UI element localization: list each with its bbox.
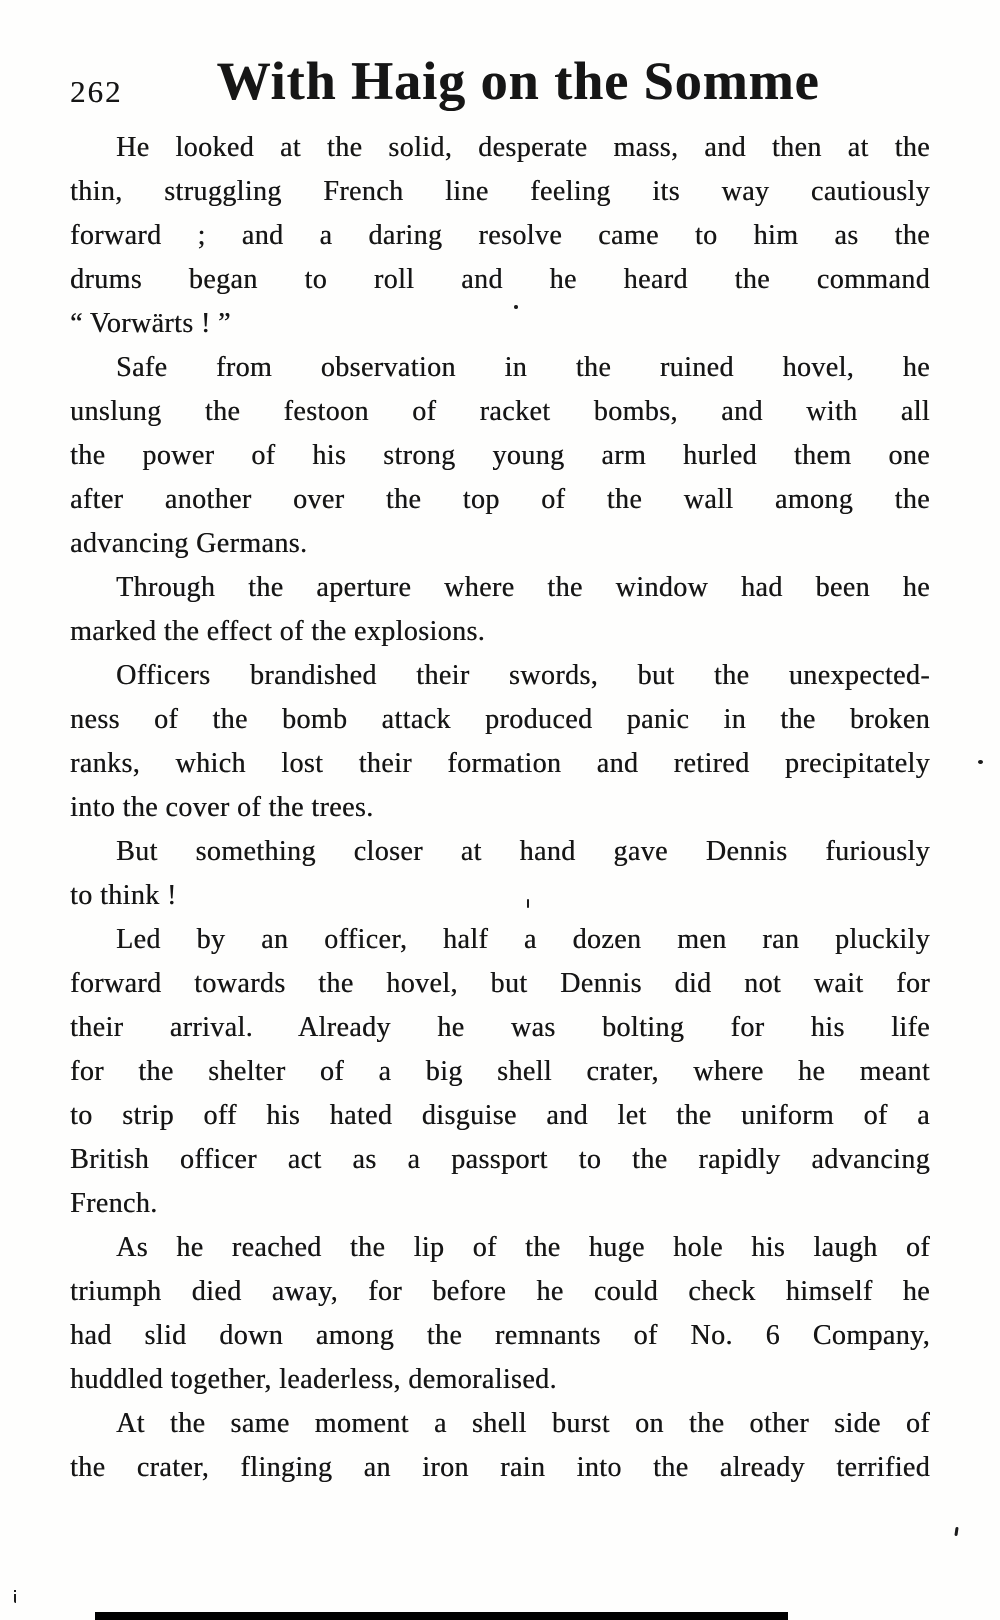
- text-line: ranks, which lost their formation and retired precipitately: [70, 748, 930, 779]
- page-number: 262: [70, 74, 123, 109]
- text-line: But something closer at hand gave Dennis furiously: [116, 836, 930, 867]
- text-line: drums began to roll and he heard the command: [70, 264, 930, 295]
- ink-speck: [527, 899, 529, 908]
- text-line: into the cover of the trees.: [70, 792, 374, 823]
- text-line: ness of the bomb attack produced panic in the broken: [70, 704, 930, 735]
- text-line: forward towards the hovel, but Dennis did not wait for: [70, 968, 930, 999]
- text-line: marked the effect of the explosions.: [70, 616, 486, 647]
- ink-mark: [11, 1590, 19, 1604]
- text-line: forward ; and a daring resolve came to him as the: [70, 220, 930, 251]
- ink-speck: [954, 1527, 958, 1536]
- text-line: huddled together, leaderless, demoralised.: [70, 1364, 557, 1395]
- text-line: Led by an officer, half a dozen men ran pluckily: [116, 924, 930, 955]
- text-line: after another over the top of the wall among the: [70, 484, 930, 515]
- scan-edge-bar: [95, 1612, 788, 1620]
- text-line: Through the aperture where the window had been he: [116, 572, 930, 603]
- text-line: their arrival. Already he was bolting for his life: [70, 1012, 930, 1043]
- text-line: “ Vorwärts ! ”: [70, 308, 231, 339]
- text-line: unslung the festoon of racket bombs, and with all: [70, 396, 930, 427]
- paragraph: [70, 126, 930, 346]
- text-line: the power of his strong young arm hurled them one: [70, 440, 930, 471]
- ink-speck: [978, 760, 983, 764]
- paragraph: [70, 1226, 930, 1402]
- text-line: advancing Germans.: [70, 528, 308, 559]
- text-line: He looked at the solid, desperate mass, and then at the: [116, 132, 930, 163]
- text-line: the crater, flinging an iron rain into the already terrified: [70, 1452, 930, 1483]
- text-line: thin, struggling French line feeling its way cautiously: [70, 176, 930, 207]
- text-line: had slid down among the remnants of No. 6 Company,: [70, 1320, 930, 1351]
- paragraph: [70, 1402, 930, 1490]
- text-line: Safe from observation in the ruined hovel, he: [116, 352, 930, 383]
- body-text: [70, 126, 930, 1490]
- paragraph: [70, 654, 930, 830]
- text-line: As he reached the lip of the huge hole his laugh of: [116, 1232, 930, 1263]
- paragraph: [70, 566, 930, 654]
- text-line: triumph died away, for before he could check himself he: [70, 1276, 930, 1307]
- text-line: for the shelter of a big shell crater, where he meant: [70, 1056, 930, 1087]
- text-line: British officer act as a passport to the rapidly advancing: [70, 1144, 930, 1175]
- text-line: At the same moment a shell burst on the other side of: [116, 1408, 930, 1439]
- paragraph: [70, 830, 930, 918]
- text-line: Officers brandished their swords, but the unexpected-: [116, 660, 930, 691]
- paragraph: [70, 918, 930, 1226]
- text-line: to think !: [70, 880, 177, 911]
- text-line: to strip off his hated disguise and let the uniform of a: [70, 1100, 930, 1131]
- paragraph: [70, 346, 930, 566]
- running-title: With Haig on the Somme: [216, 51, 820, 111]
- text-line: French.: [70, 1188, 158, 1219]
- ink-speck: [514, 305, 518, 309]
